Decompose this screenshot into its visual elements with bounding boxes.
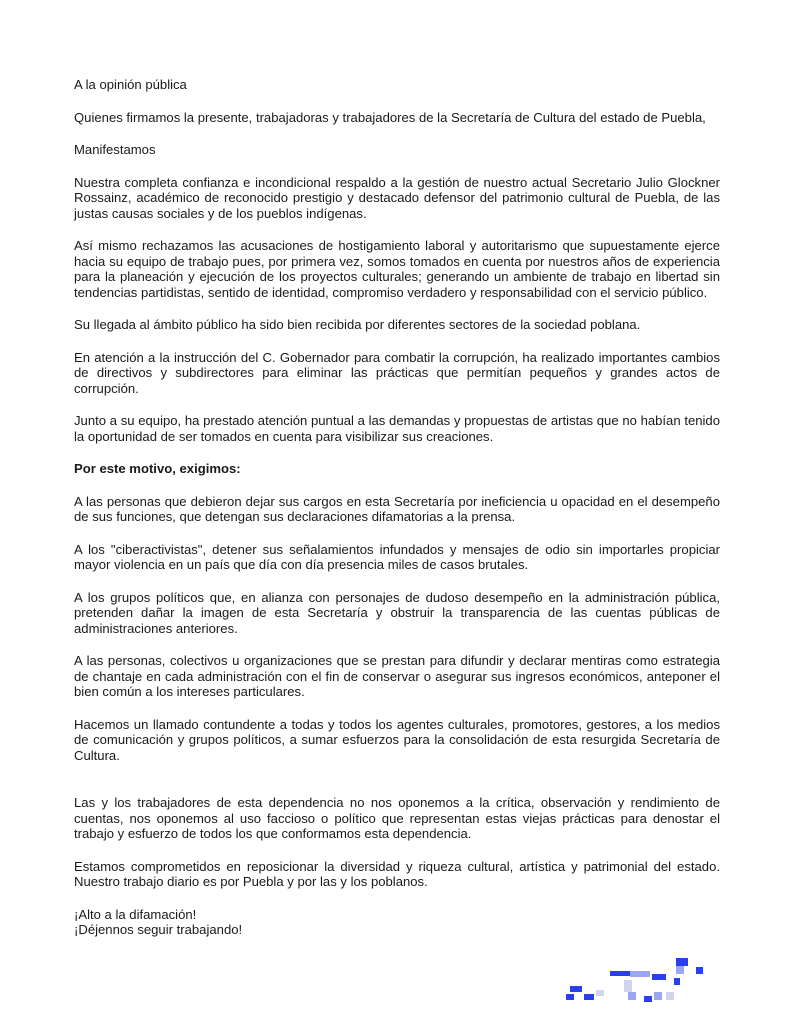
pixel-block xyxy=(654,992,662,1000)
pixel-block xyxy=(644,996,652,1002)
demand-paragraph: A las personas que debieron dejar sus cargos en esta Secretaría por ineficiencia u opacidad en el desempeño de sus funciones, que detengan sus declaraciones difamatorias a la prensa. xyxy=(74,493,720,524)
closing-paragraph: Las y los trabajadores de esta dependencia no nos oponemos a la crítica, observación y rendimiento de cuentas, nos oponemos al uso faccioso o político que representan estas viejas prácticas para denostar el trabajo y esfuerzo de todos los que conformamos esta dependencia. xyxy=(74,795,720,841)
pixelated-signature xyxy=(566,958,708,1008)
pixel-block xyxy=(624,980,632,992)
demand-paragraph: A los "ciberactivistas", detener sus señalamientos infundados y mensajes de odio sin importarles propiciar mayor violencia en un país que día con día presencia miles de casos brutales. xyxy=(74,541,720,572)
pixel-block xyxy=(696,967,703,974)
body-paragraph: Su llegada al ámbito público ha sido bien recibida por diferentes sectores de la sociedad poblana. xyxy=(74,317,641,332)
pixel-block xyxy=(584,994,594,1000)
body-paragraph: Así mismo rechazamos las acusaciones de hostigamiento laboral y autoritarismo que supuestamente ejerce hacia su equipo de trabajo pues, por primera vez, somos tomados en cuenta por nuestros años de experiencia para la planeación y ejecución de los proyectos culturales; generando un ambiente de trabajo en libertad sin tendencias partidistas, sentido de identidad, compromiso verdadero y responsabilidad con el servicio público. xyxy=(74,238,720,300)
demands-heading: Por este motivo, exigimos: xyxy=(74,461,241,476)
paragraph-gap xyxy=(74,780,720,795)
pixel-block xyxy=(570,986,582,992)
body-paragraph: En atención a la instrucción del C. Gobernador para combatir la corrupción, ha realizado importantes cambios de directivos y subdirectores para eliminar las prácticas que permitían pequeños y grandes actos de corrupción. xyxy=(74,349,720,396)
pixel-block xyxy=(676,958,688,966)
letter-body xyxy=(74,77,720,938)
pixel-block xyxy=(610,971,630,976)
pixel-block xyxy=(676,966,684,974)
pixel-block xyxy=(596,990,604,996)
pixel-block xyxy=(652,974,666,980)
slogan: ¡Alto a la difamación! xyxy=(74,906,197,922)
intro-paragraph: Quienes firmamos la presente, trabajadoras y trabajadores de la Secretaría de Cultura del estado de Puebla, xyxy=(74,109,706,125)
salutation: A la opinión pública xyxy=(74,77,187,92)
declaration: Manifestamos xyxy=(74,142,156,157)
demand-paragraph: A las personas, colectivos u organizaciones que se prestan para difundir y declarar mentiras como estrategia de chantaje en cada administración con el fin de conservar o asegurar sus ingresos económicos, anteponer el bien común a los intereses particulares. xyxy=(74,653,720,699)
pixel-block xyxy=(666,992,674,1000)
slogan: ¡Déjennos seguir trabajando! xyxy=(74,922,243,937)
demand-paragraph: A los grupos políticos que, en alianza con personajes de dudoso desempeño en la administración pública, pretenden dañar la imagen de esta Secretaría y obstruir la transparencia de las cuentas públicas de administraciones anteriores. xyxy=(74,589,720,636)
closing-paragraph: Estamos comprometidos en reposicionar la diversidad y riqueza cultural, artística y patrimonial del estado. Nuestro trabajo diario es por Puebla y por las y los poblanos. xyxy=(74,858,720,889)
pixel-block xyxy=(566,994,574,1000)
pixel-block xyxy=(674,978,680,985)
pixel-block xyxy=(628,992,636,1000)
body-paragraph: Nuestra completa confianza e incondicional respaldo a la gestión de nuestro actual Secretario Julio Glockner Rossainz, académico de reconocido prestigio y destacado defensor del patrimonio cultural de Puebla, de las justas causas sociales y de los pueblos indígenas. xyxy=(74,174,720,221)
pixel-block xyxy=(630,971,650,977)
body-paragraph: Junto a su equipo, ha prestado atención puntual a las demandas y propuestas de artistas que no habían tenido la oportunidad de ser tomados en cuenta para visibilizar sus creaciones. xyxy=(74,413,720,444)
demand-paragraph: Hacemos un llamado contundente a todas y todos los agentes culturales, promotores, gestores, a los medios de comunicación y grupos políticos, a sumar esfuerzos para la consolidación de esta resurgida Secretaría de Cultura. xyxy=(74,716,720,763)
